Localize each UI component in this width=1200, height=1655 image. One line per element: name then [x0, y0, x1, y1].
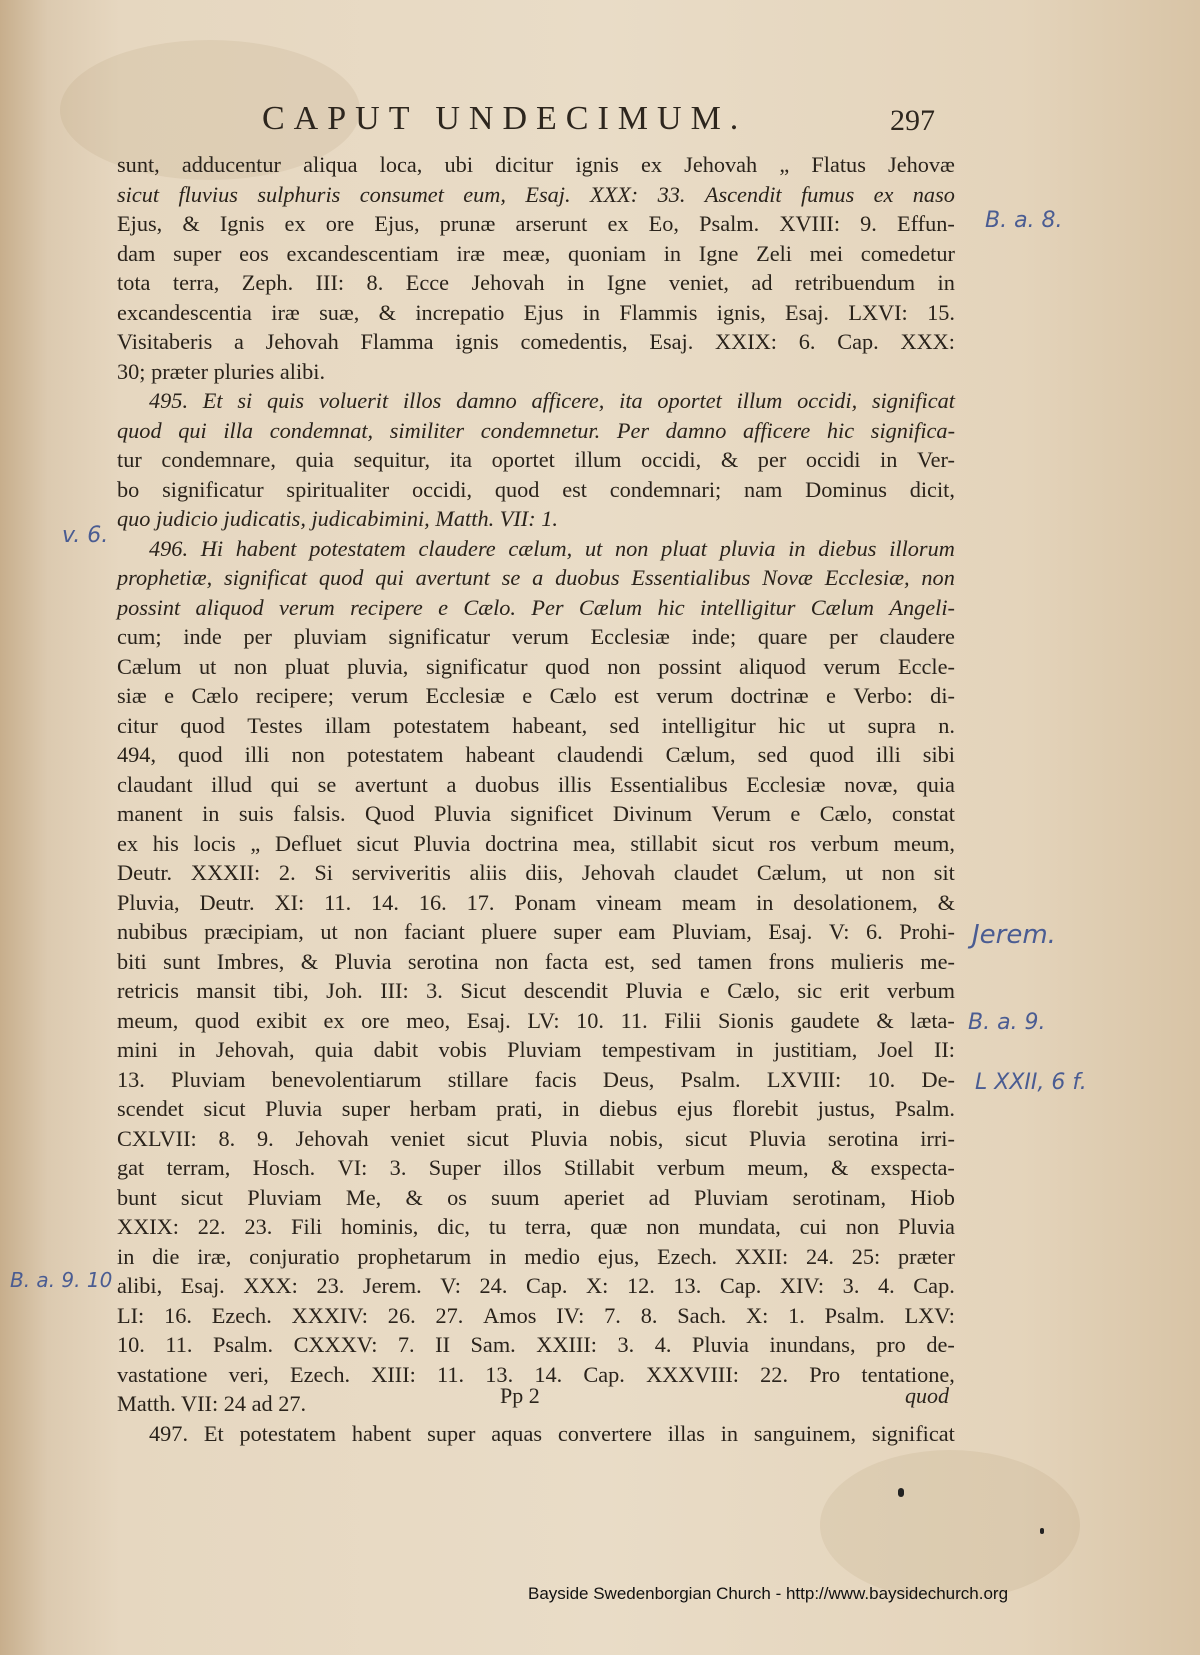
- body-text: [117, 150, 955, 1448]
- text-line: tota terra, Zeph. III: 8. Ecce Jehovah in Igne veniet, ad retribuendum in: [117, 270, 955, 295]
- signature-mark: Pp 2: [500, 1383, 540, 1408]
- text-line: 30; præter pluries alibi.: [117, 358, 326, 384]
- text-line: 13. Pluviam benevolentiarum stillare facis Deus, Psalm. LXVIII: 10. De-: [117, 1066, 955, 1092]
- text-line: Matth. VII: 24 ad 27.: [117, 1391, 307, 1416]
- watermark: Bayside Swedenborgian Church - http://www.baysidechurch.org: [528, 1584, 1009, 1603]
- text-line: biti sunt Imbres, & Pluvia serotina non facta est, sed tamen frons mulieris me-: [117, 948, 955, 974]
- ink-speck: [1040, 1528, 1044, 1534]
- text-line: Cælum ut non pluat pluvia, significatur quod non possint aliquod verum Eccle-: [117, 653, 955, 679]
- text-line: sunt, adducentur aliqua loca, ubi dicitur ignis ex Jehovah „ Flatus Jehovæ: [117, 152, 955, 177]
- text-line: citur quod Testes illam potestatem habeant, sed intelligitur hic ut supra n.: [117, 712, 955, 738]
- text-line: tur condemnare, quia sequitur, ita oportet illum occidi, & per occidi in Ver-: [117, 447, 955, 472]
- text-line: 496. Hi habent potestatem claudere cælum, ut non pluat pluvia in diebus illorum: [149, 535, 955, 561]
- running-head: CAPUT UNDECIMUM.: [262, 100, 748, 137]
- page-number: 297: [890, 104, 935, 137]
- text-line: alibi, Esaj. XXX: 23. Jerem. V: 24. Cap. X: 12. 13. Cap. XIV: 3. 4. Cap.: [117, 1273, 955, 1298]
- margin-note: B. a. 9. 10: [10, 1268, 113, 1292]
- text-line: vastatione veri, Ezech. XIII: 11. 13. 14. Cap. XXXVIII: 22. Pro tentatione,: [117, 1361, 955, 1387]
- margin-note: v. 6.: [62, 523, 109, 548]
- text-line: sicut fluvius sulphuris consumet eum, Esaj. XXX: 33. Ascendit fumus ex naso: [117, 181, 955, 207]
- text-line: siæ e Cælo recipere; verum Ecclesiæ e Cælo est verum doctrinæ e Verbo: di-: [117, 683, 955, 708]
- text-line: bunt sicut Pluviam Me, & os suum aperiet ad Pluviam serotinam, Hiob: [117, 1184, 955, 1210]
- text-line: meum, quod exibit ex ore meo, Esaj. LV: 10. 11. Filii Sionis gaudete & læta-: [117, 1007, 955, 1033]
- text-line: ex his locis „ Defluet sicut Pluvia doctrina mea, stillabit sicut ros verbum meum,: [117, 830, 955, 856]
- text-line: retricis mansit tibi, Joh. III: 3. Sicut descendit Pluvia e Cælo, sic erit verbum: [117, 978, 955, 1003]
- paper-stain: [820, 1450, 1080, 1600]
- text-line: cum; inde per pluviam significatur verum Ecclesiæ inde; quare per claudere: [117, 624, 955, 649]
- text-line: XXIX: 22. 23. Fili hominis, dic, tu terra, quæ non mundata, cui non Pluvia: [117, 1214, 955, 1239]
- ink-speck: [898, 1488, 904, 1497]
- page-header: [0, 100, 1200, 140]
- text-line: 497. Et potestatem habent super aquas convertere illas in sanguinem, significat: [149, 1420, 955, 1446]
- text-line: scendet sicut Pluvia super herbam prati, in diebus ejus florebit justus, Psalm.: [117, 1096, 955, 1121]
- text-line: excandescentia iræ suæ, & increpatio Ejus in Flammis ignis, Esaj. LXVI: 15.: [117, 299, 955, 325]
- text-line: CXLVII: 8. 9. Jehovah veniet sicut Pluvia nobis, sicut Pluvia serotina irri-: [117, 1125, 955, 1151]
- text-line: 495. Et si quis voluerit illos damno afficere, ita oportet illum occidi, significat: [149, 388, 955, 413]
- text-line: Ejus, & Ignis ex ore Ejus, prunæ arserunt ex Eo, Psalm. XVIII: 9. Effun-: [117, 211, 955, 236]
- text-line: manent in suis falsis. Quod Pluvia significet Divinum Verum e Cælo, constat: [117, 801, 955, 826]
- text-line: Visitaberis a Jehovah Flamma ignis comedentis, Esaj. XXIX: 6. Cap. XXX:: [117, 329, 955, 354]
- text-line: claudant illud qui se avertunt a duobus illis Essentialibus Ecclesiæ novæ, quia: [117, 771, 955, 797]
- margin-note: B. a. 8.: [985, 208, 1063, 233]
- text-line: in die iræ, conjuratio prophetarum in medio ejus, Ezech. XXII: 24. 25: præter: [117, 1243, 955, 1269]
- text-line: bo significatur spiritualiter occidi, quod est condemnari; nam Dominus dicit,: [117, 476, 955, 502]
- text-line: dam super eos excandescentiam iræ meæ, quoniam in Igne Zeli mei comedetur: [117, 240, 955, 266]
- margin-note: L XXII, 6 f.: [975, 1070, 1087, 1095]
- text-line: prophetiæ, significat quod qui avertunt se a duobus Essentialibus Novæ Ecclesiæ, non: [117, 565, 955, 590]
- text-line: 494, quod illi non potestatem habeant claudendi Cælum, sed quod illi sibi: [117, 742, 955, 767]
- text-line: mini in Jehovah, quia dabit vobis Pluviam tempestivam in justitiam, Joel II:: [117, 1037, 955, 1062]
- text-line: quod qui illa condemnat, similiter condemnetur. Per damno afficere hic significa-: [117, 417, 955, 443]
- catchword: quod: [905, 1383, 949, 1408]
- text-line: Deutr. XXXII: 2. Si serviveritis aliis diis, Jehovah claudet Cælum, ut non sit: [117, 860, 955, 885]
- text-line: possint aliquod verum recipere e Cælo. Per Cælum hic intelligitur Cælum Angeli-: [117, 594, 955, 620]
- text-line: gat terram, Hosch. VI: 3. Super illos Stillabit verbum meum, & exspecta-: [117, 1155, 955, 1180]
- margin-note: B. a. 9.: [968, 1010, 1046, 1035]
- text-line: Pluvia, Deutr. XI: 11. 14. 16. 17. Ponam vineam meam in desolationem, &: [117, 889, 955, 915]
- text-line: 10. 11. Psalm. CXXXV: 7. II Sam. XXIII: 3. 4. Pluvia inundans, pro de-: [117, 1332, 955, 1357]
- text-line: quo judicio judicatis, judicabimini, Matth. VII: 1.: [117, 506, 558, 531]
- text-line: nubibus præcipiam, ut non faciant pluere super eam Pluviam, Esaj. V: 6. Prohi-: [117, 919, 955, 944]
- text-line: LI: 16. Ezech. XXXIV: 26. 27. Amos IV: 7. 8. Sach. X: 1. Psalm. LXV:: [117, 1302, 955, 1328]
- margin-note: Jerem.: [972, 920, 1056, 950]
